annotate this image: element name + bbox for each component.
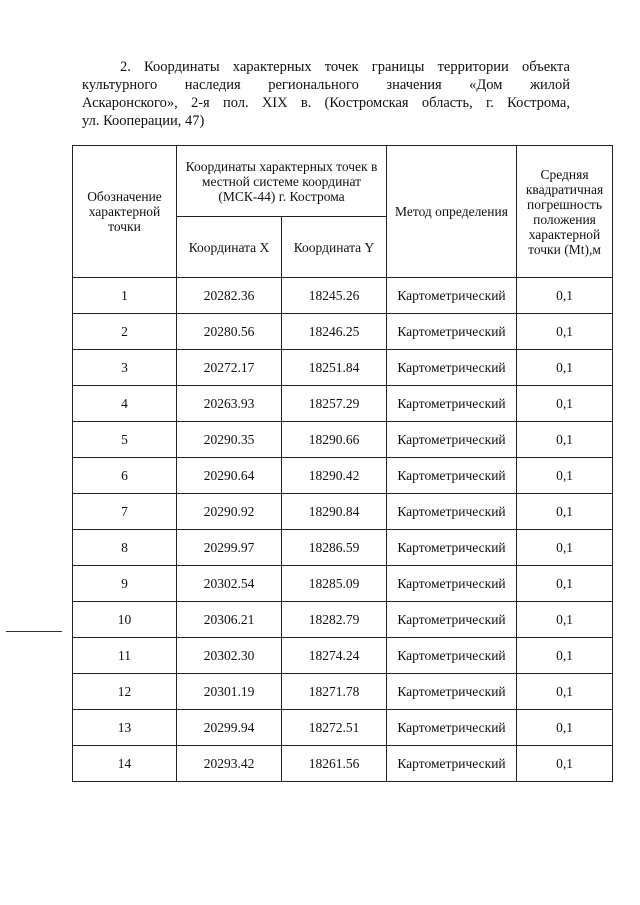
cell-y: 18271.78 xyxy=(282,674,387,710)
cell-accuracy: 0,1 xyxy=(517,530,613,566)
table-row xyxy=(73,314,613,350)
cell-y: 18251.84 xyxy=(282,350,387,386)
cell-accuracy: 0,1 xyxy=(517,566,613,602)
cell-point: 3 xyxy=(73,350,177,386)
cell-accuracy: 0,1 xyxy=(517,314,613,350)
table-row xyxy=(73,638,613,674)
heading-line-2: культурного наследия регионального значения «Дом жилой xyxy=(82,77,570,93)
cell-point: 9 xyxy=(73,566,177,602)
cell-point: 11 xyxy=(73,638,177,674)
heading-line-1: 2. Координаты характерных точек границы территории объекта xyxy=(120,59,570,75)
cell-point: 6 xyxy=(73,458,177,494)
table-row xyxy=(73,710,613,746)
table-row xyxy=(73,602,613,638)
cell-accuracy: 0,1 xyxy=(517,386,613,422)
table-row xyxy=(73,278,613,314)
cell-method: Картометрический xyxy=(387,314,517,350)
cell-accuracy: 0,1 xyxy=(517,602,613,638)
table-row xyxy=(73,494,613,530)
header-coords-group: Координаты характерных точек в местной системе координат (МСК-44) г. Кострома xyxy=(177,146,387,217)
table-row xyxy=(73,566,613,602)
cell-x: 20293.42 xyxy=(177,746,282,782)
cell-x: 20290.35 xyxy=(177,422,282,458)
cell-method: Картометрический xyxy=(387,278,517,314)
cell-point: 2 xyxy=(73,314,177,350)
cell-x: 20299.97 xyxy=(177,530,282,566)
cell-x: 20290.64 xyxy=(177,458,282,494)
cell-x: 20302.54 xyxy=(177,566,282,602)
cell-accuracy: 0,1 xyxy=(517,746,613,782)
cell-accuracy: 0,1 xyxy=(517,422,613,458)
cell-x: 20302.30 xyxy=(177,638,282,674)
cell-y: 18290.84 xyxy=(282,494,387,530)
cell-y: 18290.42 xyxy=(282,458,387,494)
cell-point: 12 xyxy=(73,674,177,710)
table-body xyxy=(73,278,613,782)
header-accuracy: Средняя квадратичная погрешность положения характерной точки (Mt),м xyxy=(517,146,613,278)
cell-y: 18245.26 xyxy=(282,278,387,314)
cell-method: Картометрический xyxy=(387,386,517,422)
cell-x: 20306.21 xyxy=(177,602,282,638)
coordinates-table xyxy=(72,145,613,782)
header-method: Метод определения xyxy=(387,146,517,278)
table-row xyxy=(73,746,613,782)
cell-method: Картометрический xyxy=(387,422,517,458)
cell-accuracy: 0,1 xyxy=(517,494,613,530)
cell-x: 20280.56 xyxy=(177,314,282,350)
heading-line-3: Аскаронского», 2-я пол. XIX в. (Костромская область, г. Кострома, xyxy=(82,95,570,111)
cell-accuracy: 0,1 xyxy=(517,710,613,746)
cell-method: Картометрический xyxy=(387,638,517,674)
cell-method: Картометрический xyxy=(387,350,517,386)
cell-method: Картометрический xyxy=(387,566,517,602)
cell-y: 18285.09 xyxy=(282,566,387,602)
header-x: Координата X xyxy=(177,217,282,278)
cell-method: Картометрический xyxy=(387,458,517,494)
cell-x: 20301.19 xyxy=(177,674,282,710)
cell-x: 20290.92 xyxy=(177,494,282,530)
cell-accuracy: 0,1 xyxy=(517,350,613,386)
cell-accuracy: 0,1 xyxy=(517,674,613,710)
cell-method: Картометрический xyxy=(387,494,517,530)
cell-point: 5 xyxy=(73,422,177,458)
table-row xyxy=(73,350,613,386)
table-row xyxy=(73,458,613,494)
cell-y: 18261.56 xyxy=(282,746,387,782)
margin-rule xyxy=(6,631,62,632)
header-point: Обозначение характерной точки xyxy=(73,146,177,278)
cell-y: 18272.51 xyxy=(282,710,387,746)
cell-y: 18282.79 xyxy=(282,602,387,638)
header-y: Координата Y xyxy=(282,217,387,278)
cell-point: 10 xyxy=(73,602,177,638)
cell-y: 18274.24 xyxy=(282,638,387,674)
cell-point: 4 xyxy=(73,386,177,422)
cell-x: 20282.36 xyxy=(177,278,282,314)
cell-accuracy: 0,1 xyxy=(517,278,613,314)
cell-method: Картометрический xyxy=(387,602,517,638)
table-row xyxy=(73,422,613,458)
cell-y: 18257.29 xyxy=(282,386,387,422)
cell-point: 8 xyxy=(73,530,177,566)
cell-point: 7 xyxy=(73,494,177,530)
cell-accuracy: 0,1 xyxy=(517,638,613,674)
cell-y: 18286.59 xyxy=(282,530,387,566)
table-row xyxy=(73,674,613,710)
cell-accuracy: 0,1 xyxy=(517,458,613,494)
cell-point: 13 xyxy=(73,710,177,746)
cell-y: 18246.25 xyxy=(282,314,387,350)
section-heading xyxy=(82,58,570,130)
cell-x: 20272.17 xyxy=(177,350,282,386)
cell-method: Картометрический xyxy=(387,674,517,710)
cell-method: Картометрический xyxy=(387,746,517,782)
table-row xyxy=(73,386,613,422)
cell-point: 14 xyxy=(73,746,177,782)
cell-x: 20263.93 xyxy=(177,386,282,422)
cell-method: Картометрический xyxy=(387,530,517,566)
cell-x: 20299.94 xyxy=(177,710,282,746)
cell-point: 1 xyxy=(73,278,177,314)
cell-y: 18290.66 xyxy=(282,422,387,458)
table-row xyxy=(73,530,613,566)
heading-line-4: ул. Кооперации, 47) xyxy=(82,113,205,129)
cell-method: Картометрический xyxy=(387,710,517,746)
